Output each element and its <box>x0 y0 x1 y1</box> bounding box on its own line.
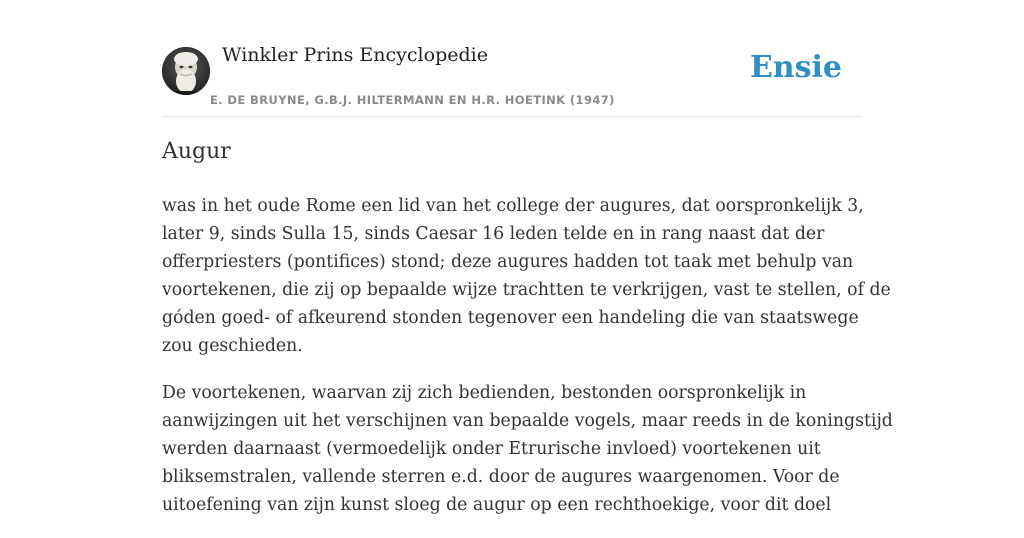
paragraph <box>162 379 893 519</box>
author-portrait-icon[interactable] <box>162 47 210 95</box>
text-line: aanwijzingen uit het verschijnen van bepaalde vogels, maar reeds in de koningstijd <box>162 411 893 431</box>
text-line: was in het oude Rome een lid van het college der augures, dat oorspronkelijk 3, <box>162 196 864 216</box>
text-line: voortekenen, die zij op bepaalde wijze trachtten te verkrijgen, vast te stellen, of de <box>162 280 891 300</box>
text-line: De voortekenen, waarvan zij zich bedienden, bestonden oorspronkelijk in <box>162 383 807 403</box>
header <box>162 0 862 117</box>
text-line: zou geschieden. <box>162 336 303 356</box>
text-line: uitoefening van zijn kunst sloeg de augur op een rechthoekige, voor dit doel <box>162 495 832 515</box>
entry-title: Augur <box>162 139 231 164</box>
publication-authors: E. DE BRUYNE, G.B.J. HILTERMANN EN H.R. HOETINK (1947) <box>210 93 615 107</box>
text-line: offerpriesters (pontifices) stond; deze augures hadden tot taak met behulp van <box>162 252 854 272</box>
brand-logo[interactable]: Ensie <box>749 50 842 85</box>
article-body <box>162 192 893 538</box>
page <box>162 0 893 515</box>
text-line: góden goed- of afkeurend stonden tegenover een handeling die van staatswege <box>162 308 859 328</box>
text-line: werden daarnaast (vermoedelijk onder Etrurische invloed) voortekenen uit <box>162 439 821 459</box>
publication-title[interactable]: Winkler Prins Encyclopedie <box>222 44 488 66</box>
text-line: later 9, sinds Sulla 15, sinds Caesar 16 leden telde en in rang naast dat der <box>162 224 825 244</box>
paragraph <box>162 192 891 360</box>
text-line: bliksemstralen, vallende sterren e.d. door de augures waargenomen. Voor de <box>162 467 840 487</box>
